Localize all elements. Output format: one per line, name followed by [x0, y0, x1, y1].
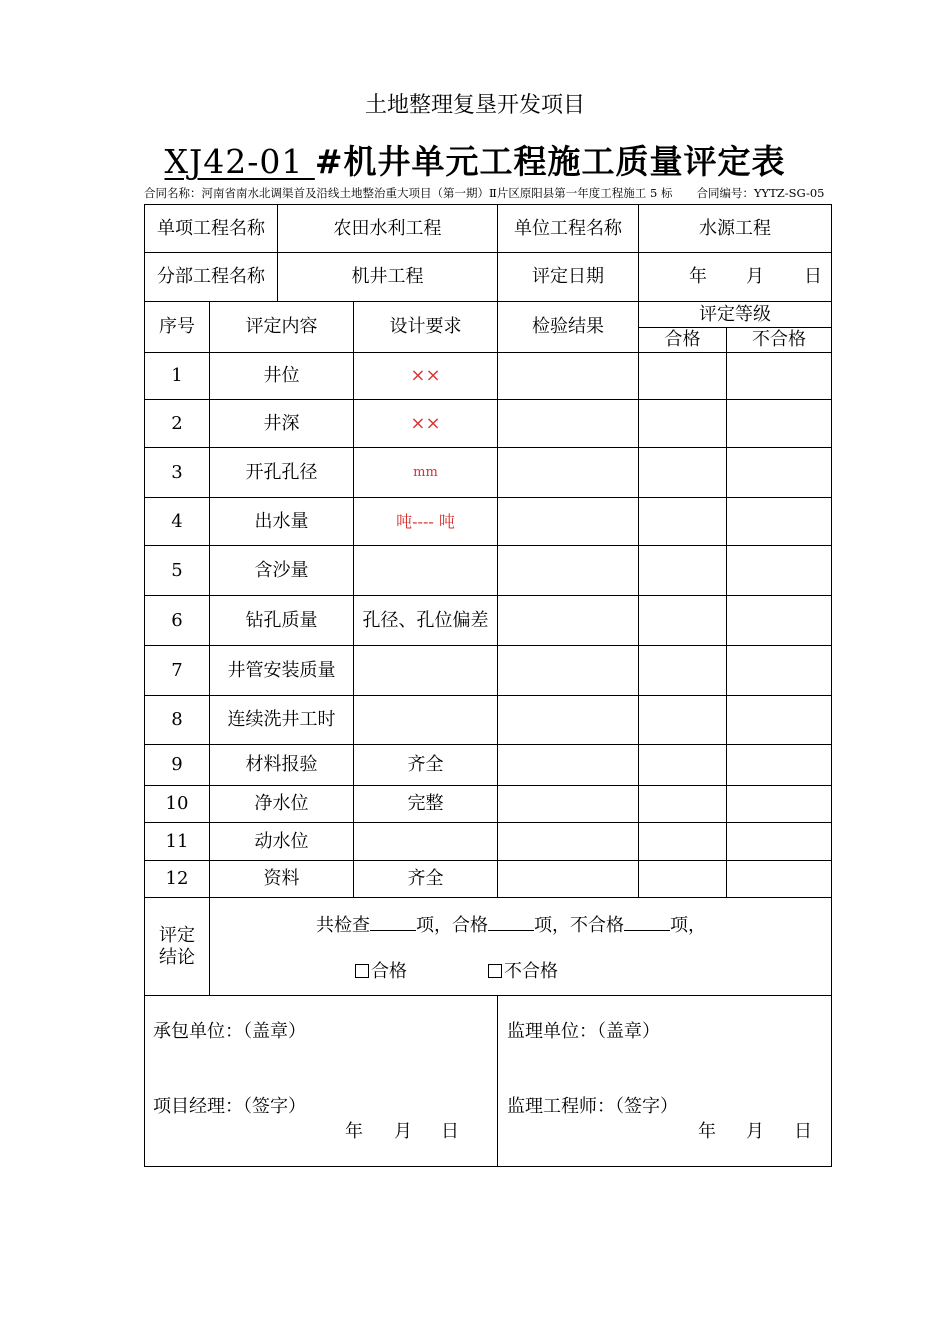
row-content: 井管安装质量	[227, 659, 336, 681]
supervisor-date-month: 月	[746, 1121, 764, 1142]
col-header-pass: 合格	[664, 329, 701, 350]
row-content: 出水量	[254, 510, 309, 532]
page-title	[0, 136, 950, 183]
row-content: 动水位	[254, 830, 309, 852]
row-content: 连续洗井工时	[227, 709, 336, 730]
eval-date-month: 月	[746, 266, 764, 287]
item-project-label: 单项工程名称	[157, 217, 265, 239]
title-text: #机井单元工程施工质量评定表	[314, 142, 786, 181]
col-header-grade: 评定等级	[699, 303, 771, 325]
supervisor-date-day: 日	[794, 1121, 812, 1142]
row-design: mm	[413, 464, 438, 480]
manager-label: 项目经理：（签字）	[153, 1096, 306, 1117]
pass-unit: 项，	[534, 915, 570, 936]
row-no: 1	[171, 365, 183, 386]
fail-prefix: 不合格	[570, 915, 624, 936]
contract-number: 合同编号：YYTZ-SG-05	[696, 186, 825, 200]
row-design	[354, 823, 497, 860]
pass-prefix: 合格	[452, 915, 488, 936]
contract-line	[144, 185, 834, 201]
pass-count-field[interactable]	[488, 912, 534, 931]
row-design: ××	[410, 365, 441, 386]
conclusion-counts	[316, 912, 706, 937]
total-unit: 项，	[416, 915, 452, 936]
row-content: 资料	[263, 868, 300, 889]
unit-project-value: 水源工程	[699, 217, 771, 239]
unit-project-label: 单位工程名称	[514, 217, 622, 239]
contractor-date-day: 日	[441, 1121, 459, 1142]
contractor-label: 承包单位：（盖章）	[153, 1021, 306, 1042]
page-subtitle: 土地整理复垦开发项目	[364, 93, 585, 118]
row-no: 3	[171, 461, 183, 483]
row-design	[354, 696, 497, 744]
option-pass-label: 合格	[371, 961, 407, 982]
pass-checkbox[interactable]	[355, 964, 369, 978]
row-design: 孔径、孔位偏差	[362, 609, 489, 631]
col-header-content: 评定内容	[245, 316, 318, 337]
contractor-date-month: 月	[394, 1121, 412, 1142]
fail-count-field[interactable]	[624, 912, 670, 931]
supervisor-label: 监理单位：（盖章）	[507, 1021, 660, 1042]
eval-date-year: 年	[689, 266, 707, 287]
row-no: 6	[171, 609, 183, 631]
eval-date-day: 日	[804, 266, 822, 287]
row-no: 4	[171, 510, 183, 532]
row-no: 2	[171, 412, 183, 434]
supervisor-date-year: 年	[698, 1121, 716, 1142]
eval-date-label: 评定日期	[532, 266, 604, 287]
row-content: 含沙量	[254, 559, 309, 581]
row-content: 井位	[263, 365, 300, 386]
row-no: 12	[165, 868, 189, 889]
col-header-fail: 不合格	[752, 329, 806, 350]
contractor-date-year: 年	[345, 1121, 363, 1142]
fail-checkbox[interactable]	[488, 964, 502, 978]
row-no: 9	[171, 754, 183, 775]
row-design: 齐全	[407, 754, 444, 775]
row-content: 开孔孔径	[245, 461, 318, 483]
sub-project-label: 分部工程名称	[157, 266, 265, 287]
option-fail-label: 不合格	[504, 961, 558, 982]
option-pass[interactable]	[355, 961, 407, 983]
total-count-field[interactable]	[370, 912, 416, 931]
col-header-result: 检验结果	[532, 316, 604, 337]
contract-name: 合同名称：河南省南水北调渠首及沿线土地整治重大项目（第一期）Ⅱ片区原阳县第一年度工程施工 5 标	[144, 186, 673, 200]
fail-unit: 项，	[670, 915, 706, 936]
row-content: 井深	[263, 412, 300, 434]
col-header-design: 设计要求	[389, 316, 462, 337]
engineer-label: 监理工程师：（签字）	[507, 1096, 678, 1117]
row-design	[354, 546, 497, 595]
row-no: 11	[165, 830, 189, 852]
title-code: XJ42-01	[164, 142, 315, 181]
row-design: ××	[410, 412, 441, 434]
row-design	[354, 646, 497, 695]
row-no: 8	[171, 709, 183, 730]
row-content: 钻孔质量	[245, 609, 318, 631]
sub-project-value: 机井工程	[351, 266, 424, 287]
total-prefix: 共检查	[316, 915, 370, 936]
item-project-value: 农田水利工程	[333, 217, 442, 239]
row-design: 齐全	[407, 868, 444, 889]
conclusion-label: 评定结论	[159, 924, 195, 968]
row-no: 10	[165, 793, 189, 814]
row-design: 吨---- 吨	[396, 511, 455, 531]
col-header-no: 序号	[159, 316, 195, 337]
option-fail[interactable]	[488, 961, 558, 983]
row-no: 7	[171, 659, 183, 681]
row-content: 净水位	[254, 793, 309, 814]
row-no: 5	[171, 559, 183, 581]
row-content: 材料报验	[245, 754, 318, 775]
row-design: 完整	[407, 793, 444, 814]
